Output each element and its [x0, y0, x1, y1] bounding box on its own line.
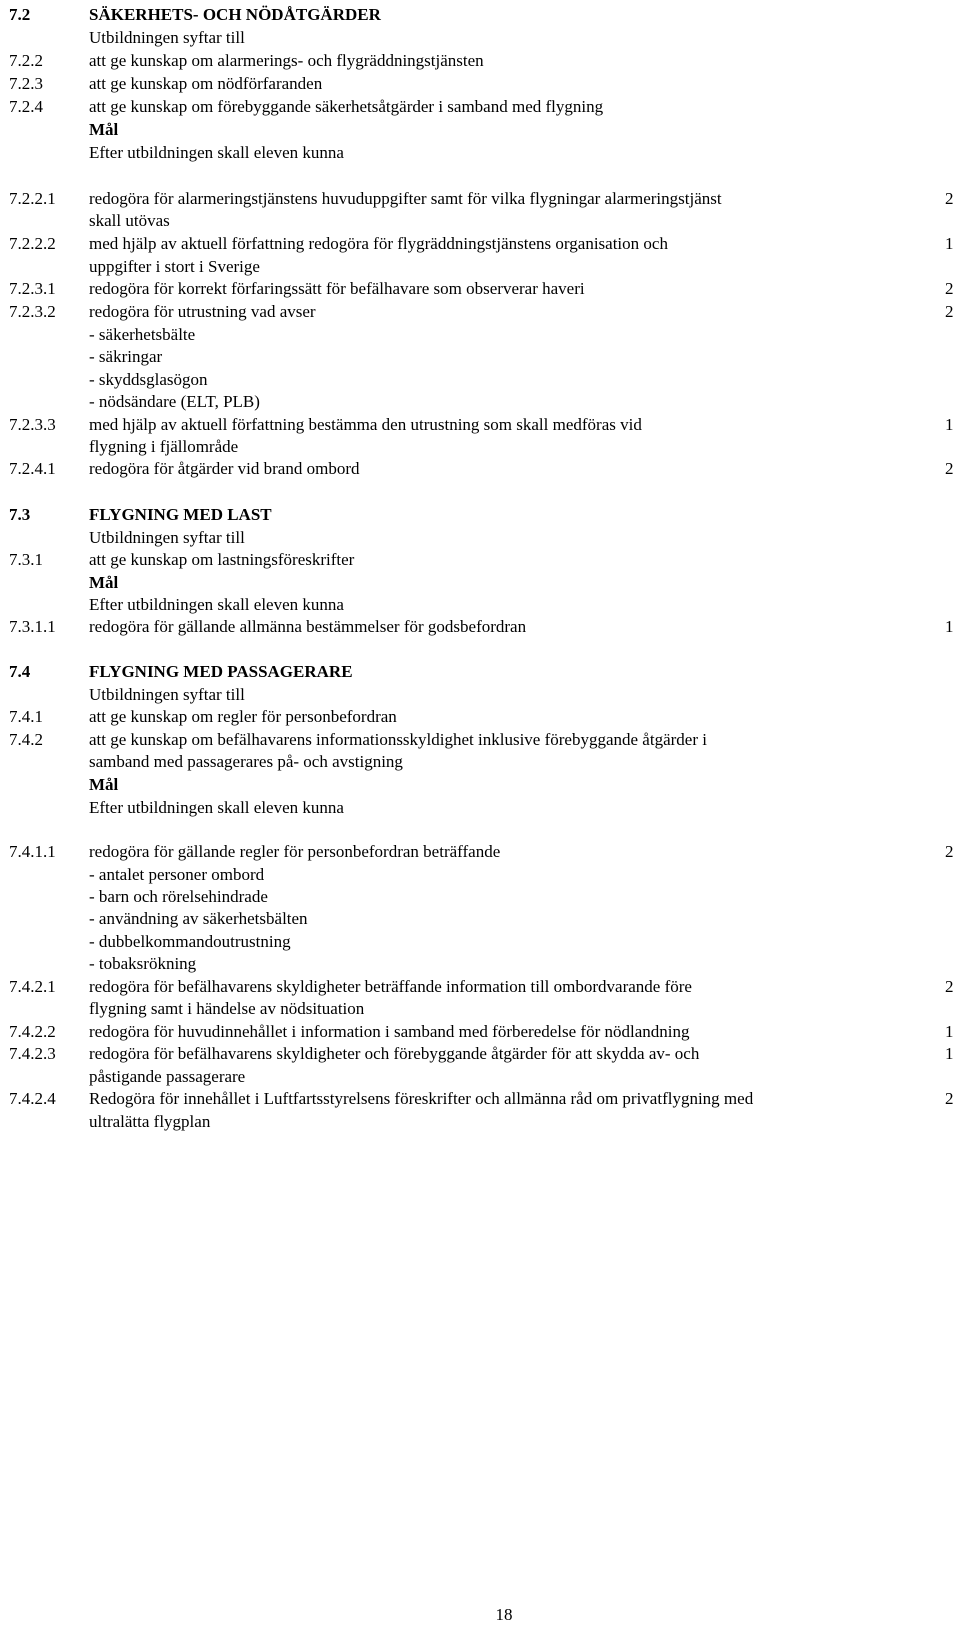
document-line: [0, 615, 960, 639]
line-text: flygning i fjällområde: [89, 437, 239, 456]
document-line: [0, 1110, 960, 1134]
document-line: [0, 952, 960, 976]
line-text: - säkringar: [89, 347, 163, 366]
document-line: [0, 750, 960, 774]
level-value: 2: [945, 302, 954, 321]
document-line: [0, 526, 960, 550]
line-text: att ge kunskap om alarmerings- och flygräddningstjänsten: [89, 51, 484, 70]
document-line: [0, 840, 960, 864]
document-line: [0, 571, 960, 595]
document-line: [0, 773, 960, 797]
line-text: med hjälp av aktuell författning redogöra för flygräddningstjänstens organisation och: [89, 234, 668, 253]
section-number: 7.2.4: [9, 97, 43, 116]
document-line: [0, 907, 960, 931]
section-heading: FLYGNING MED LAST: [89, 505, 272, 524]
document-line: [0, 683, 960, 707]
line-text: Efter utbildningen skall eleven kunna: [89, 798, 344, 817]
document-line: [0, 3, 960, 27]
line-text: - användning av säkerhetsbälten: [89, 909, 308, 928]
section-number: 7.2: [9, 5, 31, 24]
section-heading: FLYGNING MED PASSAGERARE: [89, 662, 353, 681]
document-line: [0, 728, 960, 752]
level-value: 1: [945, 1044, 954, 1063]
document-line: [0, 548, 960, 572]
line-text: att ge kunskap om förebyggande säkerhetsåtgärder i samband med flygning: [89, 97, 604, 116]
level-value: 2: [945, 279, 954, 298]
line-text: påstigande passagerare: [89, 1067, 246, 1086]
document-line: [0, 593, 960, 617]
document-line: [0, 49, 960, 73]
line-text: att ge kunskap om regler för personbefordran: [89, 707, 397, 726]
level-value: 2: [945, 459, 954, 478]
document-line: [0, 95, 960, 119]
section-number: 7.4.2.3: [9, 1044, 56, 1063]
document-line: [0, 885, 960, 909]
line-text: Efter utbildningen skall eleven kunna: [89, 143, 344, 162]
section-number: 7.2.3.2: [9, 302, 56, 321]
section-number: 7.3.1: [9, 550, 43, 569]
document-line: [0, 255, 960, 279]
document-line: [0, 368, 960, 392]
section-number: 7.2.2: [9, 51, 43, 70]
document-line: [0, 187, 960, 211]
line-text: redogöra för befälhavarens skyldigheter beträffande information till ombordvarande före: [89, 977, 692, 996]
line-text: redogöra för åtgärder vid brand ombord: [89, 459, 360, 478]
section-number: 7.4.1.1: [9, 842, 56, 861]
line-text: redogöra för utrustning vad avser: [89, 302, 316, 321]
section-heading: Mål: [89, 573, 119, 592]
document-line: [0, 975, 960, 999]
level-value: 1: [945, 617, 954, 636]
document-line: [0, 277, 960, 301]
line-text: redogöra för alarmeringstjänstens huvuduppgifter samt för vilka flygningar alarmeringstjänst: [89, 189, 722, 208]
document-line: [0, 660, 960, 684]
line-text: - säkerhetsbälte: [89, 325, 196, 344]
section-number: 7.3.1.1: [9, 617, 56, 636]
section-number: 7.4.1: [9, 707, 43, 726]
line-text: med hjälp av aktuell författning bestämma den utrustning som skall medföras vid: [89, 415, 642, 434]
line-text: uppgifter i stort i Sverige: [89, 257, 260, 276]
document-line: [0, 863, 960, 887]
section-number: 7.2.3.3: [9, 415, 56, 434]
line-text: att ge kunskap om befälhavarens informationsskyldighet inklusive förebyggande åtgärder i: [89, 730, 707, 749]
level-value: 1: [945, 234, 954, 253]
level-value: 2: [945, 842, 954, 861]
line-text: att ge kunskap om nödförfaranden: [89, 74, 323, 93]
document-line: [0, 457, 960, 481]
level-value: 2: [945, 1089, 954, 1108]
section-heading: SÄKERHETS- OCH NÖDÅTGÄRDER: [89, 5, 381, 24]
level-value: 1: [945, 415, 954, 434]
line-text: Utbildningen syftar till: [89, 28, 245, 47]
document-line: [0, 1087, 960, 1111]
document-line: [0, 141, 960, 165]
section-number: 7.4.2.1: [9, 977, 56, 996]
line-text: ultralätta flygplan: [89, 1112, 211, 1131]
line-text: Utbildningen syftar till: [89, 528, 245, 547]
line-text: - nödsändare (ELT, PLB): [89, 392, 260, 411]
section-number: 7.2.2.1: [9, 189, 56, 208]
section-number: 7.4: [9, 662, 31, 681]
section-number: 7.4.2.2: [9, 1022, 56, 1041]
line-text: redogöra för gällande regler för personbefordran beträffande: [89, 842, 501, 861]
document-line: [0, 705, 960, 729]
section-number: 7.2.3.1: [9, 279, 56, 298]
page-number: 18: [495, 1605, 513, 1624]
line-text: skall utövas: [89, 211, 170, 230]
line-text: - dubbelkommandoutrustning: [89, 932, 291, 951]
document-line: [0, 503, 960, 527]
level-value: 2: [945, 977, 954, 996]
document-line: [0, 1042, 960, 1066]
section-number: 7.2.2.2: [9, 234, 56, 253]
section-number: 7.2.3: [9, 74, 43, 93]
line-text: Efter utbildningen skall eleven kunna: [89, 595, 344, 614]
document-line: [0, 390, 960, 414]
level-value: 2: [945, 189, 954, 208]
level-value: 1: [945, 1022, 954, 1041]
document-line: [0, 209, 960, 233]
line-text: redogöra för korrekt förfaringssätt för befälhavare som observerar haveri: [89, 279, 585, 298]
document-line: [0, 435, 960, 459]
line-text: samband med passagerares på- och avstigning: [89, 752, 403, 771]
document-line: [0, 72, 960, 96]
line-text: - barn och rörelsehindrade: [89, 887, 268, 906]
line-text: att ge kunskap om lastningsföreskrifter: [89, 550, 355, 569]
section-number: 7.2.4.1: [9, 459, 56, 478]
document-line: [0, 796, 960, 820]
line-text: - antalet personer ombord: [89, 865, 265, 884]
document-line: [0, 413, 960, 437]
document-line: [0, 930, 960, 954]
document-line: [0, 345, 960, 369]
line-text: flygning samt i händelse av nödsituation: [89, 999, 365, 1018]
line-text: Redogöra för innehållet i Luftfartsstyrelsens föreskrifter och allmänna råd om privatflygning med: [89, 1089, 754, 1108]
section-number: 7.4.2.4: [9, 1089, 56, 1108]
document-line: [0, 232, 960, 256]
line-text: redogöra för huvudinnehållet i information i samband med förberedelse för nödlandning: [89, 1022, 690, 1041]
line-text: - tobaksrökning: [89, 954, 197, 973]
section-number: 7.4.2: [9, 730, 43, 749]
document-line: [0, 300, 960, 324]
line-text: - skyddsglasögon: [89, 370, 208, 389]
line-text: Utbildningen syftar till: [89, 685, 245, 704]
line-text: redogöra för gällande allmänna bestämmelser för godsbefordran: [89, 617, 527, 636]
document-line: [0, 323, 960, 347]
document-line: [0, 1065, 960, 1089]
section-heading: Mål: [89, 120, 119, 139]
line-text: redogöra för befälhavarens skyldigheter och förebyggande åtgärder för att skydda av- och: [89, 1044, 700, 1063]
document-line: [0, 118, 960, 142]
document-line: [0, 1020, 960, 1044]
section-heading: Mål: [89, 775, 119, 794]
document-line: [0, 26, 960, 50]
section-number: 7.3: [9, 505, 31, 524]
document-line: [0, 997, 960, 1021]
